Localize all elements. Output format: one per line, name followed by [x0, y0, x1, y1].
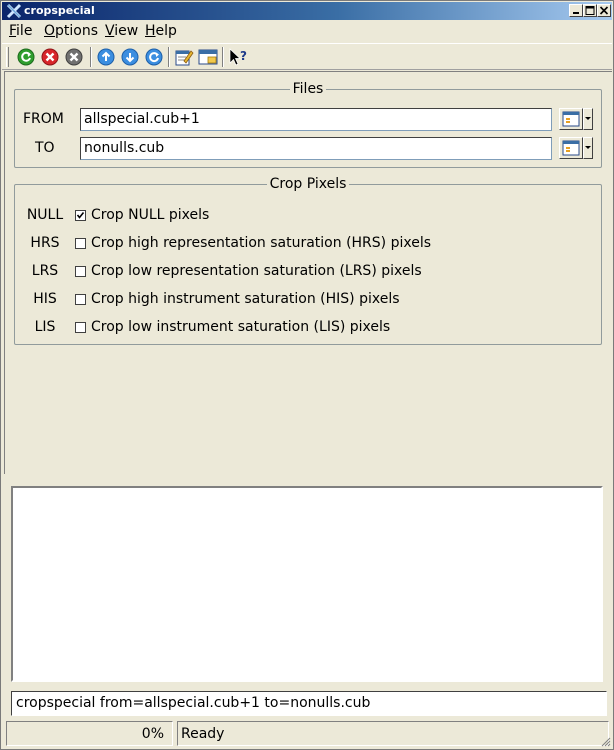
reset-parameters-icon: [144, 47, 164, 67]
next-history-button[interactable]: [120, 47, 140, 67]
menu-options-accel: O: [44, 23, 56, 39]
crop-hrs-checkbox[interactable]: [75, 238, 86, 249]
option-abbr: HIS: [33, 291, 57, 307]
from-label: FROM: [23, 111, 64, 127]
menu-help-label: elp: [155, 23, 177, 39]
to-input[interactable]: nonulls.cub: [80, 137, 552, 160]
to-browse-face[interactable]: [559, 137, 583, 159]
crop-pixels-legend-text: Crop Pixels: [267, 176, 350, 192]
menu-view-accel: V: [105, 23, 115, 39]
option-label: Crop high instrument saturation (HIS) pixels: [91, 291, 400, 307]
option-abbr: LIS: [34, 319, 56, 335]
chevron-down-icon: [584, 138, 592, 158]
file-dialog-icon: [560, 138, 582, 158]
checkmark-icon: [76, 211, 85, 220]
size-grip-icon[interactable]: [599, 735, 611, 747]
whats-this-button[interactable]: [228, 47, 248, 67]
edit-preferences-icon: [174, 47, 194, 67]
option-abbr: LRS: [31, 263, 59, 279]
maximize-button[interactable]: [583, 4, 597, 17]
command-line[interactable]: cropspecial from=allspecial.cub+1 to=nonulls.cub: [11, 691, 607, 716]
log-output[interactable]: [11, 486, 603, 682]
stop-icon: [40, 47, 60, 67]
menu-file[interactable]: [9, 23, 32, 39]
option-abbr: NULL: [26, 207, 64, 223]
from-browse-dropdown[interactable]: [583, 108, 593, 130]
crop-option-lis[interactable]: [23, 317, 583, 337]
file-dialog-icon: [560, 109, 582, 129]
close-window-button[interactable]: [597, 4, 611, 17]
reset-icon: [64, 47, 84, 67]
reset-parameters-button[interactable]: [144, 47, 164, 67]
previous-history-button[interactable]: [96, 47, 116, 67]
window-title: cropspecial: [24, 4, 95, 17]
whats-this-icon: [228, 47, 248, 67]
toolbar-separator: [90, 47, 92, 67]
run-icon: [16, 47, 36, 67]
toolbar-grip[interactable]: [6, 47, 9, 67]
option-label: Crop low representation saturation (LRS) pixels: [91, 263, 422, 279]
crop-option-his[interactable]: [23, 289, 583, 309]
option-abbr: HRS: [30, 235, 60, 251]
previous-history-icon: [96, 47, 116, 67]
files-group: [14, 81, 602, 168]
progress-bar: [6, 721, 173, 746]
menu-file-label: ile: [16, 23, 33, 39]
toolbar-separator: [168, 47, 170, 67]
to-browse-button[interactable]: [559, 137, 593, 159]
parameter-pane: [4, 71, 612, 474]
close-icon: [599, 6, 609, 15]
crop-lis-checkbox[interactable]: [75, 322, 86, 333]
show-log-button[interactable]: [198, 47, 218, 67]
crop-pixels-group: [14, 176, 602, 345]
to-browse-dropdown[interactable]: [583, 137, 593, 159]
isis-app-icon: [6, 3, 22, 19]
progress-label: 0%: [141, 726, 164, 742]
svg-text:?: ?: [240, 49, 247, 63]
files-legend-text: Files: [290, 81, 327, 97]
crop-null-checkbox[interactable]: [75, 210, 86, 221]
menu-help-accel: H: [145, 23, 156, 39]
crop-lrs-checkbox[interactable]: [75, 266, 86, 277]
title-bar[interactable]: [2, 2, 612, 20]
from-browse-face[interactable]: [559, 108, 583, 130]
minimize-button[interactable]: [569, 4, 583, 17]
next-history-icon: [120, 47, 140, 67]
files-legend: [15, 81, 601, 97]
run-button[interactable]: [16, 47, 36, 67]
crop-option-lrs[interactable]: [23, 261, 583, 281]
edit-preferences-button[interactable]: [174, 47, 194, 67]
menu-bar: [2, 21, 612, 42]
toolbar-separator: [222, 47, 224, 67]
crop-his-checkbox[interactable]: [75, 294, 86, 305]
crop-option-hrs[interactable]: [23, 233, 583, 253]
crop-pixels-legend: [15, 176, 601, 192]
option-label: Crop high representation saturation (HRS) pixels: [91, 235, 432, 251]
menu-help[interactable]: [145, 23, 177, 39]
show-log-icon: [198, 47, 218, 67]
from-input[interactable]: allspecial.cub+1: [80, 108, 552, 131]
menu-view[interactable]: [105, 23, 138, 39]
menu-file-accel: F: [9, 23, 17, 39]
to-label: TO: [35, 140, 55, 156]
crop-option-null[interactable]: [23, 205, 583, 225]
maximize-icon: [585, 6, 595, 15]
menu-options-label: ptions: [55, 23, 99, 39]
reset-button[interactable]: [64, 47, 84, 67]
from-browse-button[interactable]: [559, 108, 593, 130]
toolbar: [2, 43, 612, 70]
option-label: Crop NULL pixels: [91, 207, 210, 223]
stop-button[interactable]: [40, 47, 60, 67]
status-message: Ready: [177, 721, 609, 746]
option-label: Crop low instrument saturation (LIS) pixels: [91, 319, 391, 335]
menu-view-label: iew: [114, 23, 139, 39]
minimize-icon: [571, 6, 581, 15]
chevron-down-icon: [584, 109, 592, 129]
menu-options[interactable]: [44, 23, 98, 39]
